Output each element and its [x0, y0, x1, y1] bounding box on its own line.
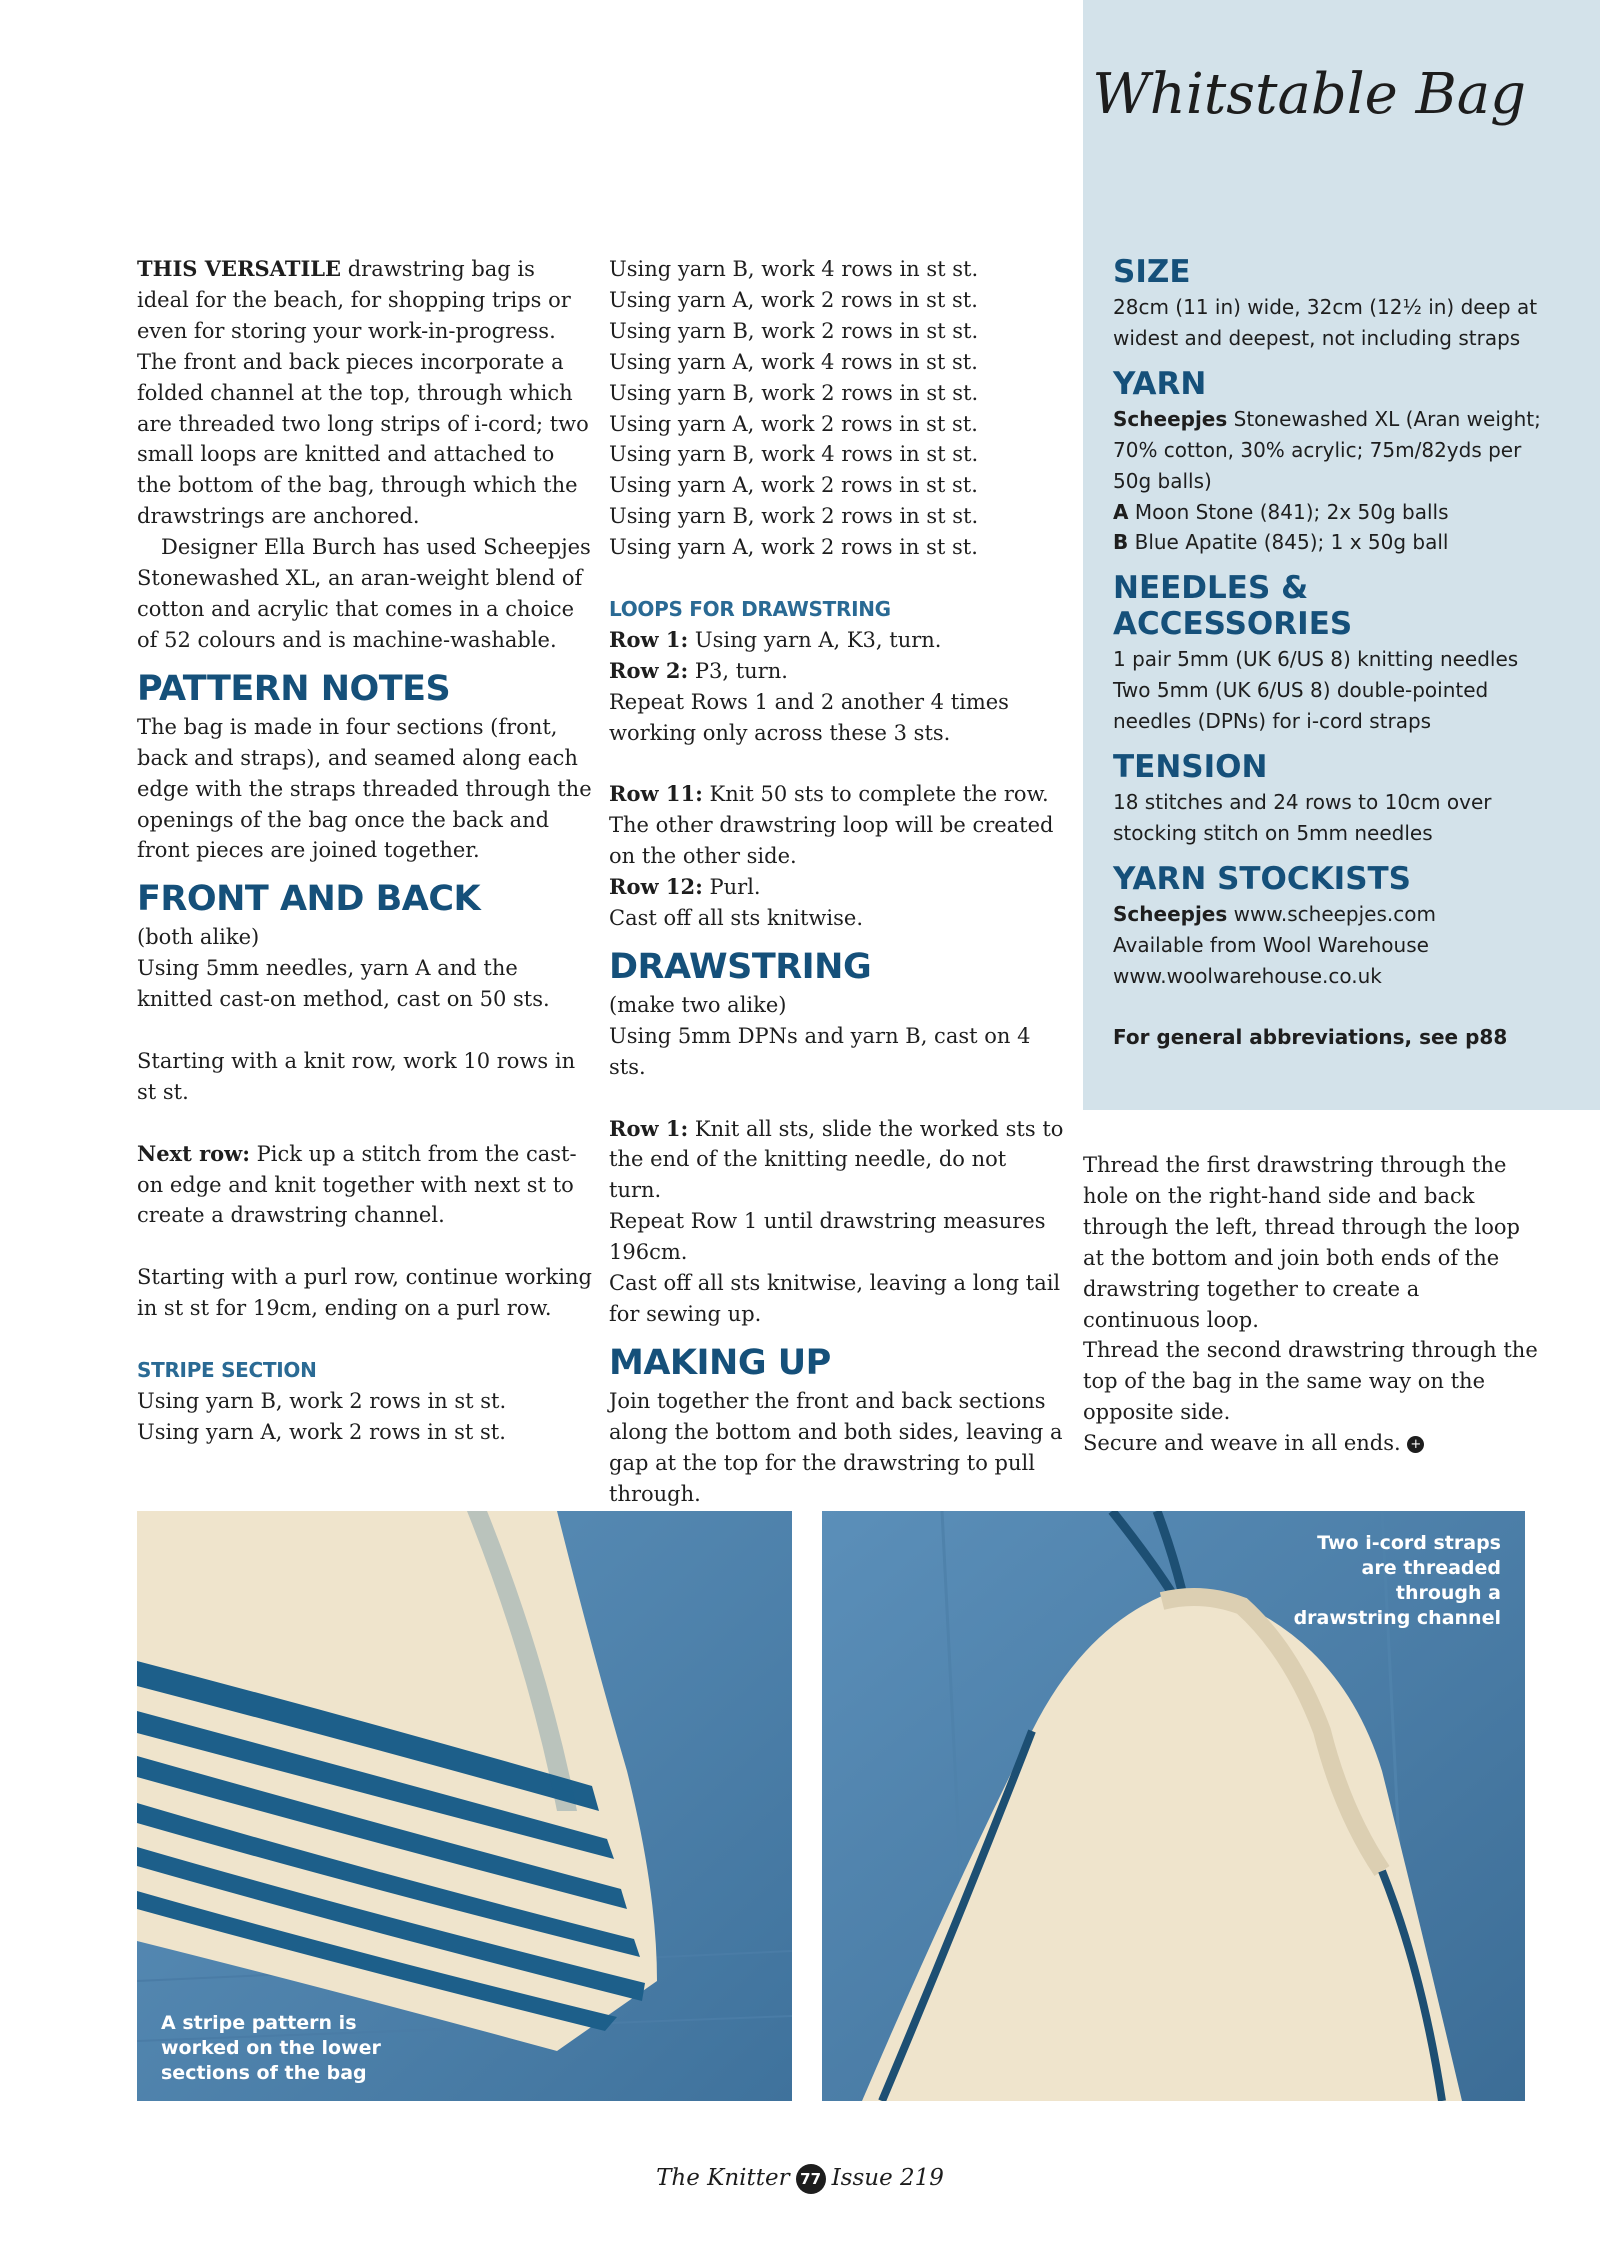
column-2: [609, 254, 1064, 1509]
row-text: Knit all sts, slide the worked sts to the end of the knitting needle, do not turn.: [609, 1116, 1064, 1203]
yarn-heading: YARN: [1113, 365, 1207, 402]
stripe-row: Using yarn B, work 2 rows in st st.: [137, 1388, 507, 1413]
stripe-row: Using yarn B, work 2 rows in st st.: [609, 504, 979, 529]
making-up-p3: Thread the second drawstring through the top of the bag in the same way on the opposite side.: [1083, 1338, 1538, 1425]
row-lead: Row 1:: [609, 1115, 689, 1141]
yarn-b-lead: B: [1113, 530, 1129, 555]
pattern-notes-heading: PATTERN NOTES: [137, 668, 451, 709]
abbreviations-note: For general abbreviations, see p88: [1113, 1025, 1508, 1050]
issue-number: Issue 219: [831, 2165, 944, 2191]
stripe-row: Using yarn A, work 2 rows in st st.: [609, 473, 978, 498]
page-number: 77: [796, 2164, 826, 2194]
next-row-lead: Next row:: [137, 1140, 250, 1166]
drawstring-p1: Using 5mm DPNs and yarn B, cast on 4 sts.: [609, 1023, 1031, 1079]
stripe-row: Using yarn A, work 2 rows in st st.: [609, 535, 978, 560]
stripe-row: Using yarn B, work 2 rows in st st.: [609, 318, 979, 343]
tension-heading: TENSION: [1113, 749, 1268, 786]
needles-heading: NEEDLES & ACCESSORIES: [1113, 570, 1353, 643]
photo-stripe-bag: [137, 1511, 792, 2101]
drawstring-heading: DRAWSTRING: [609, 946, 872, 987]
column-4: [1083, 1150, 1538, 1459]
yarn-a-lead: A: [1113, 499, 1129, 524]
front-back-p3: [137, 1139, 592, 1232]
stripe-row: Using yarn A, work 4 rows in st st.: [609, 349, 978, 374]
column-3-sidebar: [1113, 254, 1553, 1053]
page-footer: [0, 2164, 1600, 2194]
yarn-b-text: Blue Apatite (845); 1 x 50g ball: [1128, 530, 1449, 555]
intro-text: drawstring bag is ideal for the beach, for shopping trips or even for storing your work-in-progress. The front and back pieces incorporate a folded channel at the top, through which are threaded two long strips of i-cord; two small loops are knitted and attached to the bottom of the bag, through which the drawstrings are anchored.: [137, 257, 589, 529]
yarn-brand: Scheepjes: [1113, 406, 1228, 431]
end-mark-icon: +: [1407, 1436, 1424, 1453]
drawstring-repeat: Repeat Row 1 until drawstring measures 196cm.: [609, 1209, 1046, 1265]
column-1: [137, 254, 592, 1448]
tension-text: 18 stitches and 24 rows to 10cm over stocking stitch on 5mm needles: [1113, 790, 1492, 845]
stockists-url[interactable]: www.scheepjes.com: [1227, 901, 1436, 926]
caption-right: Two i-cord straps are threaded through a drawstring channel: [1293, 1532, 1501, 1629]
drawstring-castoff: Cast off all sts knitwise, leaving a long tail for sewing up.: [609, 1271, 1061, 1326]
row-lead: Row 11:: [609, 781, 703, 807]
size-heading: SIZE: [1113, 254, 1191, 290]
loops-row-11: [609, 779, 1064, 872]
front-back-p2: Starting with a knit row, work 10 rows in st st.: [137, 1048, 576, 1104]
making-up-p2: Thread the first drawstring through the hole on the right-hand side and back through the left, thread through the loop at the bottom and join both ends of the drawstring together to create a continuous loop.: [1083, 1153, 1520, 1332]
intro-paragraph-2: Designer Ella Burch has used Scheepjes Stonewashed XL, an aran-weight blend of cotton and acrylic that comes in a choice of 52 colours and is machine-washable.: [137, 535, 591, 652]
loops-row-12: [609, 872, 1064, 903]
size-text: 28cm (11 in) wide, 32cm (12½ in) deep at widest and deepest, not including straps: [1113, 295, 1538, 350]
next-row-text: Pick up a stitch from the cast-on edge and knit together with next st to create a drawstring channel.: [137, 1141, 577, 1228]
stripe-row: Using yarn B, work 4 rows in st st.: [609, 442, 979, 467]
stripe-row: Using yarn B, work 2 rows in st st.: [609, 380, 979, 405]
making-up-p4: [1083, 1428, 1538, 1459]
front-back-p1: Using 5mm needles, yarn A and the knitted cast-on method, cast on 50 sts.: [137, 956, 550, 1012]
row-text: Purl.: [702, 875, 761, 900]
loops-row-2: [609, 656, 1064, 687]
yarn-a-text: Moon Stone (841); 2x 50g balls: [1128, 499, 1449, 524]
page-title: Whitstable Bag: [1092, 62, 1526, 127]
row-text: P3, turn.: [688, 658, 788, 683]
stockists-line: [1113, 899, 1553, 930]
yarn-a: [1113, 497, 1553, 528]
yarn-desc: Stonewashed XL (Aran weight; 70% cotton, 30% acrylic; 75m/82yds per 50g balls): [1113, 406, 1541, 493]
needles-1: 1 pair 5mm (UK 6/US 8) knitting needles: [1113, 647, 1519, 672]
making-up-p1: Join together the front and back sections along the bottom and both sides, leaving a gap at the top for the drawstring to pull through.: [609, 1388, 1063, 1506]
intro-paragraph: [137, 254, 592, 532]
row-lead: Row 12:: [609, 874, 703, 900]
making-up-heading: MAKING UP: [609, 1342, 831, 1383]
magazine-name: The Knitter: [656, 2165, 790, 2191]
front-back-p4: Starting with a purl row, continue working in st st for 19cm, ending on a purl row.: [137, 1265, 592, 1321]
pattern-notes-text: The bag is made in four sections (front, back and straps), and seamed along each edge with the straps threaded through the openings of the bag once the back and front pieces are joined together.: [137, 714, 592, 863]
stripe-row: Using yarn A, work 2 rows in st st.: [137, 1419, 506, 1444]
making-up-final: Secure and weave in all ends.: [1083, 1431, 1401, 1456]
row-text: Using yarn A, K3, turn.: [688, 627, 942, 652]
yarn-text: [1113, 404, 1553, 497]
needles-2: Two 5mm (UK 6/US 8) double-pointed needles (DPNs) for i-cord straps: [1113, 678, 1489, 734]
stripe-row: Using yarn A, work 2 rows in st st.: [609, 411, 978, 436]
caption-left: A stripe pattern is worked on the lower sections of the bag: [161, 2012, 381, 2084]
row-lead: Row 1:: [609, 626, 689, 652]
drawstring-sub: (make two alike): [609, 992, 787, 1017]
loops-castoff: Cast off all sts knitwise.: [609, 906, 863, 930]
row-text: Knit 50 sts to complete the row. The other drawstring loop will be created on the other side.: [609, 782, 1054, 869]
stockists-heading: YARN STOCKISTS: [1113, 860, 1412, 897]
stripe-heading: STRIPE SECTION: [137, 1357, 317, 1382]
stockists-brand: Scheepjes: [1113, 901, 1228, 926]
row-lead: Row 2:: [609, 657, 689, 683]
front-back-sub: (both alike): [137, 925, 260, 950]
stripe-row: Using yarn A, work 2 rows in st st.: [609, 287, 978, 312]
yarn-b: [1113, 527, 1553, 558]
stockists-text: Available from Wool Warehouse www.woolwarehouse.co.uk: [1113, 932, 1429, 988]
loops-row-1: [609, 625, 1064, 656]
drawstring-row-1: [609, 1114, 1064, 1207]
front-back-heading: FRONT AND BACK: [137, 879, 481, 920]
loops-repeat: Repeat Rows 1 and 2 another 4 times working only across these 3 sts.: [609, 689, 1009, 745]
loops-heading: LOOPS FOR DRAWSTRING: [609, 596, 891, 621]
stripe-row: Using yarn B, work 4 rows in st st.: [609, 257, 979, 281]
photo-drawstring-bag: [822, 1511, 1525, 2101]
intro-lead: THIS VERSATILE: [137, 256, 342, 281]
